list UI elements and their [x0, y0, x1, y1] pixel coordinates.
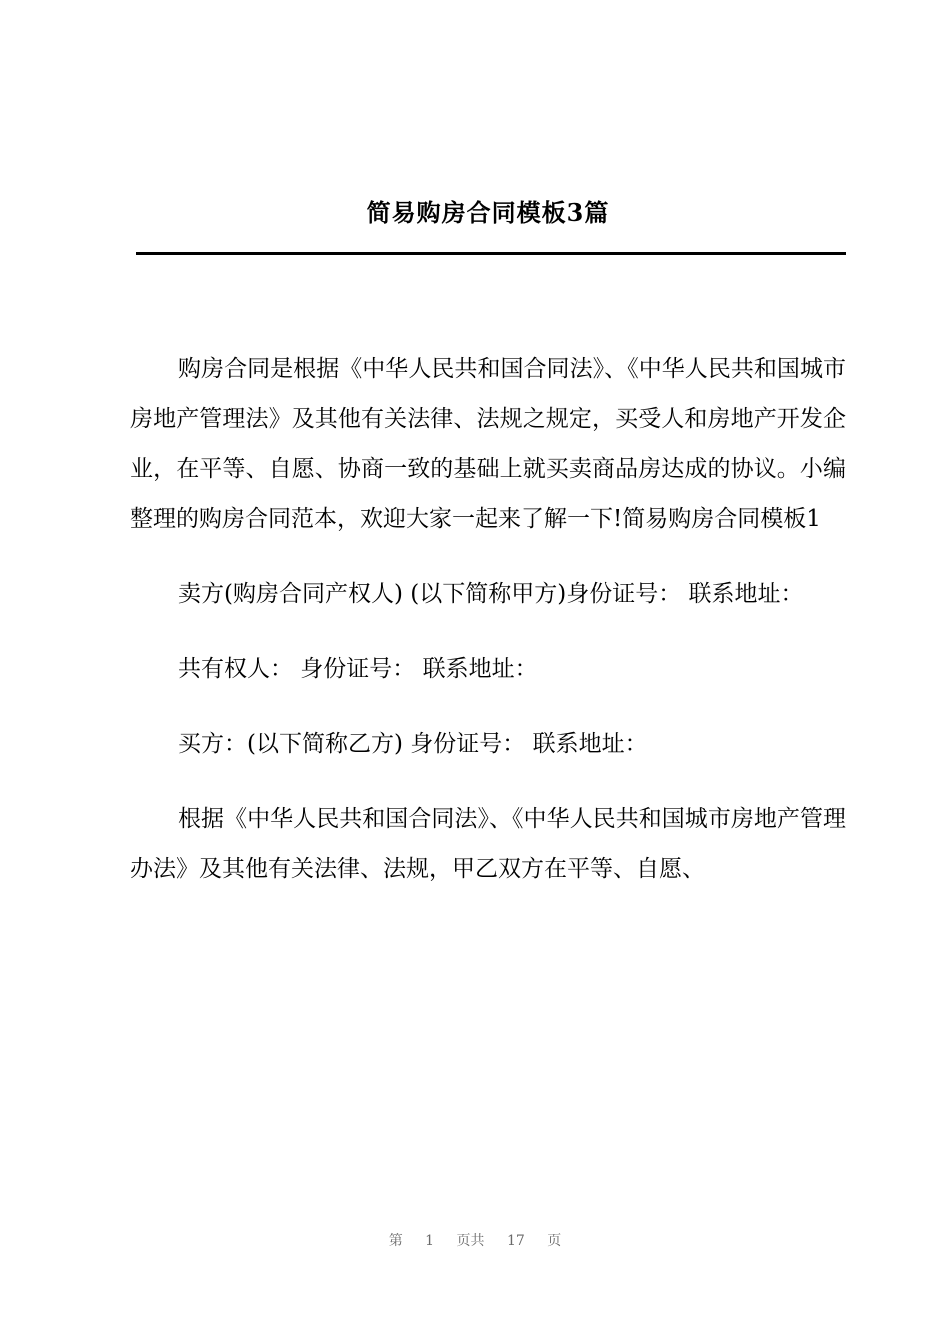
footer-label-di: 第: [388, 1233, 403, 1249]
paragraph-buyer: 买方：(以下简称乙方) 身份证号： 联系地址：: [178, 731, 648, 757]
paragraph-seller: 卖方(购房合同产权人) (以下简称甲方)身份证号： 联系地址：: [178, 581, 804, 607]
paragraph-basis: 根据《中华人民共和国合同法》、《中华人民共和国城市房地产管理办法》及其他有关法律、法规，甲乙双方在平等、自愿、: [130, 806, 846, 882]
footer-label-ye: 页: [547, 1233, 562, 1249]
document-body: [130, 344, 846, 919]
document-title: 简易购房合同模板3篇: [366, 198, 610, 227]
footer-label-ye-gong: 页共: [456, 1233, 485, 1249]
page-footer: [0, 1230, 950, 1250]
paragraph-co-owner: 共有权人： 身份证号： 联系地址：: [178, 656, 538, 682]
footer-current-page: 1: [425, 1233, 435, 1249]
footer-total-pages: 17: [507, 1233, 525, 1249]
title-underline: [136, 252, 846, 255]
paragraph-intro: 购房合同是根据《中华人民共和国合同法》、《中华人民共和国城市房地产管理法》及其他有关法律、法规之规定，买受人和房地产开发企业，在平等、自愿、协商一致的基础上就买卖商品房达成的协议。小编整理的购房合同范本，欢迎大家一起来了解一下!简易购房合同模板1: [130, 356, 846, 532]
